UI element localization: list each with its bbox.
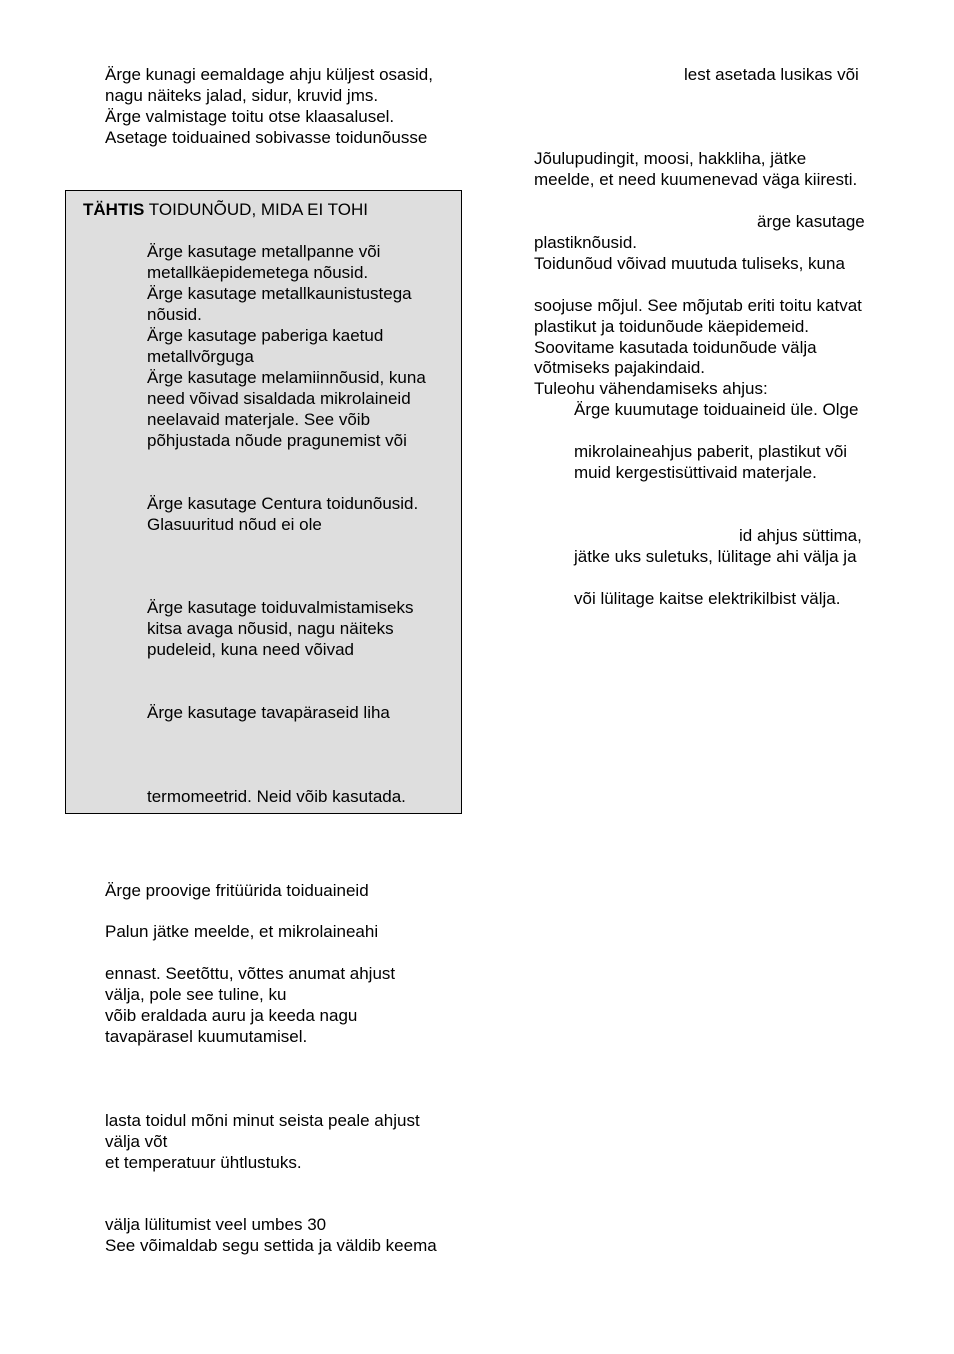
right-line: plastiknõusid. [534,233,638,252]
right-line: id ahjus süttima, [739,526,862,545]
box-line: pudeleid, kuna need võivad [147,640,354,659]
box-line: Ärge kasutage toiduvalmistamiseks [147,598,414,617]
left-bottom-line: välja, pole see tuline, ku [105,985,287,1004]
left-bottom-line: lasta toidul mõni minut seista peale ahjust [105,1111,420,1130]
box-line: Ärge kasutage metallkaunistustega [147,284,412,303]
right-line: või lülitage kaitse elektrikilbist välja. [574,589,841,608]
box-line: need võivad sisaldada mikrolaineid [147,389,411,408]
box-title [83,200,368,221]
right-line: Soovitame kasutada toidunõude välja [534,338,817,357]
right-line: ärge kasutage [757,212,865,231]
left-top-line: nagu näiteks jalad, sidur, kruvid jms. [105,86,379,105]
box-line: Glasuuritud nõud ei ole [147,515,322,534]
box-line: metallkäepidemetega nõusid. [147,263,369,282]
right-line: mikrolaineahjus paberit, plastikut või [574,442,848,461]
box-line: Ärge kasutage tavapäraseid liha [147,703,390,722]
right-line: soojuse mõjul. See mõjutab eriti toitu katvat [534,296,862,315]
box-line: nõusid. [147,305,202,324]
right-line: Ärge kuumutage toiduaineid üle. Olge [574,400,859,419]
box-line: kitsa avaga nõusid, nagu näiteks [147,619,394,638]
box-line: Ärge kasutage melamiinnõusid, kuna [147,368,426,387]
left-bottom-line: See võimaldab segu settida ja väldib keema [105,1236,437,1255]
left-top-line: Asetage toiduained sobivasse toidunõusse [105,128,428,147]
box-line: põhjustada nõude pragunemist või [147,431,407,450]
right-line: plastikut ja toidunõude käepidemeid. [534,317,810,336]
box-line: neelavaid materjale. See võib [147,410,371,429]
right-line: jätke uks suletuks, lülitage ahi välja ja [574,547,857,566]
left-bottom-line: et temperatuur ühtlustuks. [105,1153,302,1172]
left-bottom-line: välja võt [105,1132,168,1151]
right-line: muid kergestisüttivaid materjale. [574,463,817,482]
left-top-line: Ärge valmistage toitu otse klaasalusel. [105,107,395,126]
left-top-line: Ärge kunagi eemaldage ahju küljest osasid, [105,65,433,84]
right-line: Tuleohu vähendamiseks ahjus: [534,379,768,398]
box-line: metallvõrguga [147,347,254,366]
box-line: Ärge kasutage metallpanne või [147,242,381,261]
right-line: võtmiseks pajakindaid. [534,358,706,377]
right-line: Toidunõud võivad muutuda tuliseks, kuna [534,254,845,273]
box-title-bold: TÄHTIS [83,200,145,219]
right-line: meelde, et need kuumenevad väga kiiresti. [534,170,858,189]
right-line: lest asetada lusikas või [684,65,859,84]
left-bottom-line: võib eraldada auru ja keeda nagu [105,1006,358,1025]
box-title-rest: TOIDUNÕUD, MIDA EI TOHI [144,200,368,219]
left-bottom-line: ennast. Seetõttu, võttes anumat ahjust [105,964,396,983]
right-line: Jõulupudingit, moosi, hakkliha, jätke [534,149,807,168]
box-line: termomeetrid. Neid võib kasutada. [147,787,406,806]
left-bottom-line: välja lülitumist veel umbes 30 [105,1215,327,1234]
left-bottom-line: tavapärasel kuumutamisel. [105,1027,308,1046]
left-bottom-line: Palun jätke meelde, et mikrolaineahi [105,922,379,941]
box-line: Ärge kasutage paberiga kaetud [147,326,384,345]
box-line: Ärge kasutage Centura toidunõusid. [147,494,419,513]
left-bottom-line: Ärge proovige fritüürida toiduaineid [105,881,369,900]
